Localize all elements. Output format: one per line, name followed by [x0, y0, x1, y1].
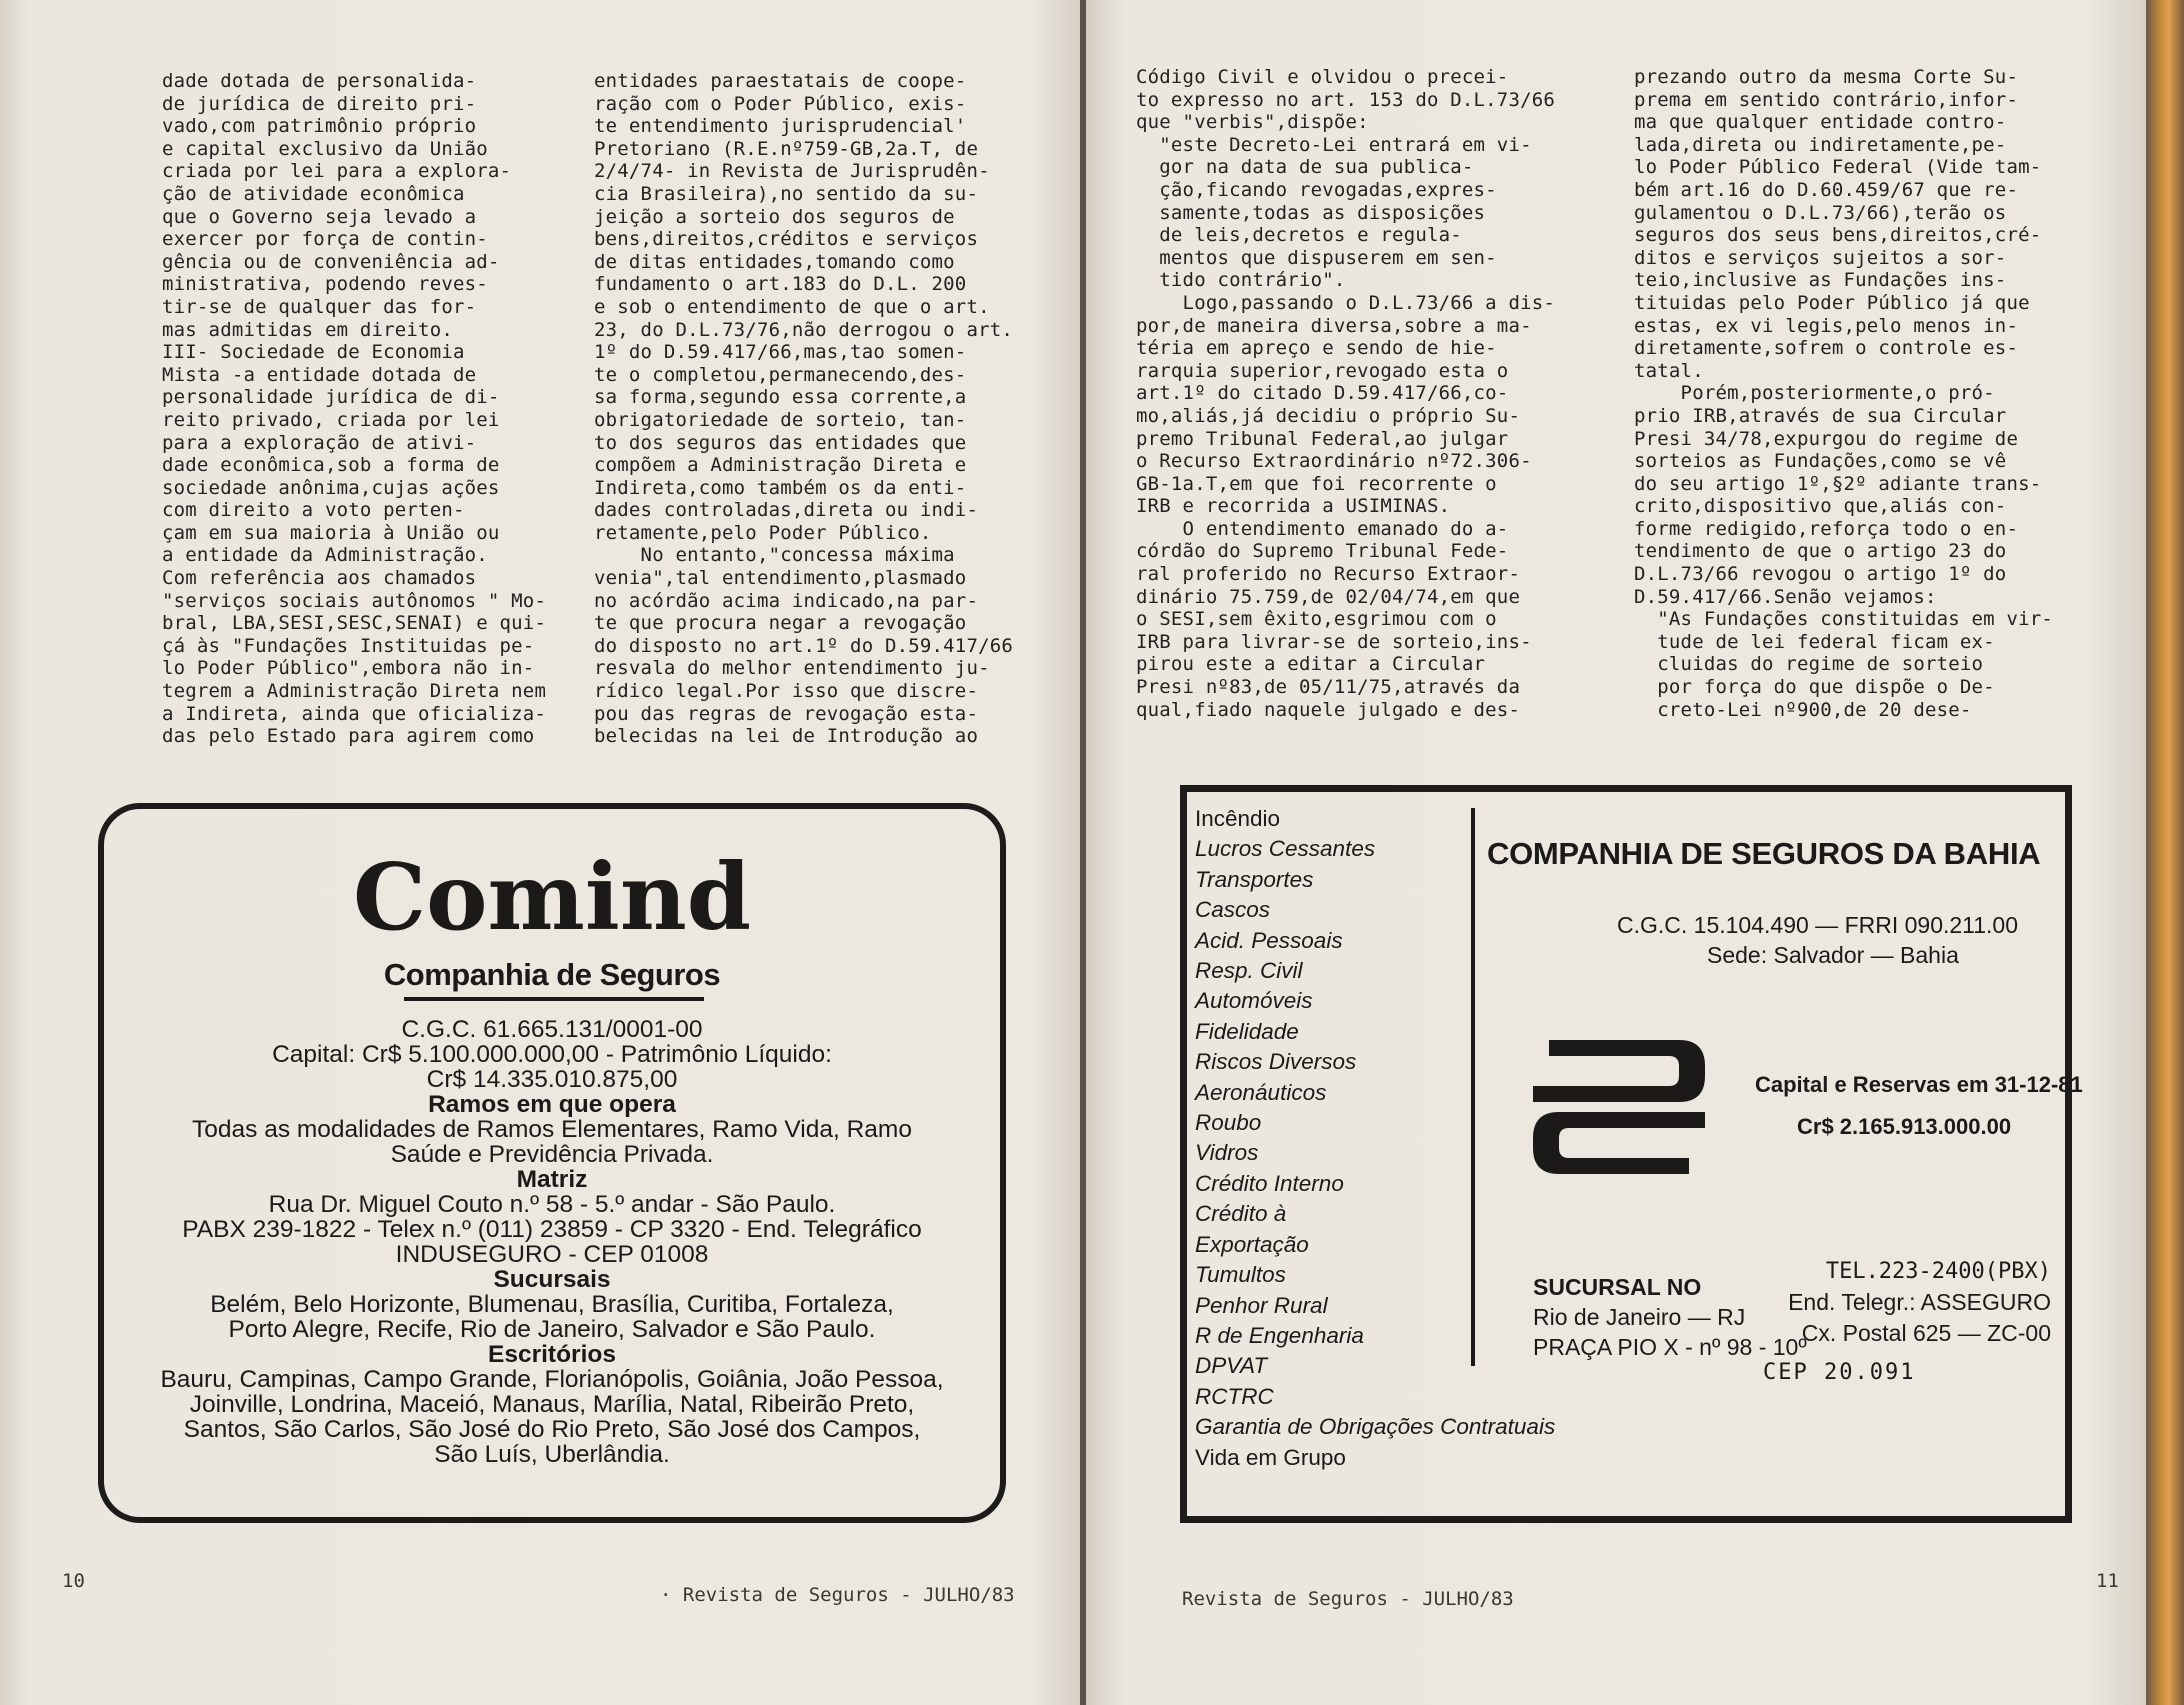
text-line: ção de atividade econômica	[162, 182, 465, 205]
text-line: venia",tal entendimento,plasmado	[594, 567, 967, 590]
text-line: tido contrário".	[1136, 269, 1346, 292]
ad-text-line: Sucursais	[493, 1266, 611, 1293]
text-line: pirou este a editar a Circular	[1136, 653, 1486, 676]
text-line: "serviços sociais autônomos " Mo-	[162, 589, 547, 612]
company-title: COMPANHIA DE SEGUROS DA BAHIA	[1487, 836, 2041, 871]
text-line: bém art.16 do D.60.459/67 que re-	[1634, 178, 2019, 201]
running-footer: · Revista de Seguros - JULHO/83	[660, 1584, 1015, 1606]
text-line: prema em sentido contrário,infor-	[1634, 88, 2019, 111]
text-line: tegrem a Administração Direta nem	[162, 680, 547, 703]
comind-subtitle: Companhia de Seguros	[383, 957, 721, 992]
branch-line: Rio de Janeiro — RJ	[1533, 1304, 1746, 1330]
text-line: 2/4/74- in Revista de Jurisprudên-	[594, 160, 990, 183]
text-line: córdão do Supremo Tribunal Fede-	[1136, 540, 1509, 563]
text-line: e capital exclusivo da União	[162, 137, 488, 160]
business-line-item: Fidelidade	[1195, 1018, 1299, 1044]
text-line: 1º do D.59.417/66,mas,tao somen-	[594, 341, 967, 364]
text-line: teio,inclusive as Fundações ins-	[1634, 269, 2007, 292]
text-line: do seu artigo 1º,§2º adiante trans-	[1634, 472, 2042, 495]
text-line: ral proferido no Recurso Extraor-	[1136, 563, 1521, 586]
text-line: "As Fundações constituidas em vir-	[1634, 608, 2054, 631]
ad-text-line: Matriz	[516, 1166, 588, 1193]
bahia-logo-icon	[1529, 1032, 1709, 1187]
lines-of-business-list	[1195, 804, 1555, 1473]
business-line-item: Penhor Rural	[1195, 1292, 1328, 1318]
branch-line: PRAÇA PIO X - nº 98 - 10º	[1533, 1334, 1807, 1360]
ad-text-line: C.G.C. 61.665.131/0001-00	[401, 1016, 703, 1043]
text-line: lo Poder Público Federal (Vide tam-	[1634, 156, 2042, 179]
text-line: gor na data de sua publica-	[1136, 156, 1474, 179]
text-line: premo Tribunal Federal,ao julgar	[1136, 427, 1509, 450]
text-line: sa forma,segundo essa corrente,a	[594, 386, 967, 409]
text-line: creto-Lei nº900,de 20 dese-	[1634, 698, 1972, 721]
text-line: III- Sociedade de Economia	[162, 341, 465, 364]
text-line: tendimento de que o artigo 23 do	[1634, 540, 2007, 563]
text-line: bral, LBA,SESI,SESC,SENAI) e qui-	[162, 612, 547, 635]
text-line: 23, do D.L.73/76,não derrogou o art.	[594, 318, 1014, 341]
ad-text-line: Cr$ 14.335.010.875,00	[426, 1066, 678, 1093]
text-line: tituidas pelo Poder Público já que	[1634, 291, 2030, 314]
text-line: belecidas na lei de Introdução ao	[594, 725, 979, 748]
text-line: mas admitidas em direito.	[162, 318, 453, 341]
page-number: 10	[62, 1570, 85, 1592]
business-line-item: Roubo	[1195, 1110, 1262, 1136]
business-line-item: Lucros Cessantes	[1195, 836, 1376, 862]
business-line-item: Automóveis	[1195, 988, 1313, 1014]
text-line: seguros dos seus bens,direitos,cré-	[1634, 224, 2042, 247]
text-line: prio IRB,através de sua Circular	[1634, 404, 2007, 427]
text-line: de ditas entidades,tomando como	[594, 250, 955, 273]
text-line: ma que qualquer entidade contro-	[1634, 111, 2007, 134]
capital-label: Capital e Reservas em 31-12-81	[1755, 1072, 2083, 1097]
business-line-item: Acid. Pessoais	[1195, 927, 1343, 953]
text-column-3	[1136, 66, 1555, 721]
business-line-item: Resp. Civil	[1195, 958, 1303, 984]
comind-logo-text: Comind	[352, 843, 752, 951]
text-line: de jurídica de direito pri-	[162, 92, 477, 115]
text-line: para a exploração de ativi-	[162, 431, 477, 454]
text-line: D.L.73/66 revogou o artigo 1º do	[1634, 563, 2007, 586]
right-page	[1086, 0, 2146, 1705]
text-line: ração com o Poder Público, exis-	[594, 92, 967, 115]
text-line: cia Brasileira),no sentido da su-	[594, 182, 979, 205]
text-line: Pretoriano (R.E.nº759-GB,2a.T, de	[594, 137, 979, 160]
text-line: no acórdão acima indicado,na par-	[594, 589, 979, 612]
text-line: dades controladas,direta ou indi-	[594, 499, 979, 522]
text-line: resvala do melhor entendimento ju-	[594, 657, 990, 680]
business-line-item: Incêndio	[1195, 806, 1281, 831]
text-line: dade econômica,sob a forma de	[162, 454, 500, 477]
text-line: çam em sua maioria à União ou	[162, 521, 500, 544]
comind-logo	[104, 843, 1000, 951]
text-line: lo Poder Público",embora não in-	[162, 657, 535, 680]
ad-text-line: São Luís, Uberlândia.	[434, 1441, 670, 1468]
text-line: pou das regras de revogação esta-	[594, 702, 979, 725]
business-line-item: Crédito à	[1195, 1201, 1287, 1227]
left-page	[0, 0, 1083, 1705]
business-line-item: Crédito Interno	[1195, 1170, 1344, 1196]
text-line: gulamentou o D.L.73/66),terão os	[1634, 201, 2007, 224]
text-line: cluidas do regime de sorteio	[1634, 653, 1984, 676]
postal-code: CEP 20.091	[1763, 1360, 1916, 1385]
business-line-item: Cascos	[1195, 897, 1271, 923]
company-cgc: C.G.C. 15.104.490 — FRRI 090.211.00	[1617, 912, 2019, 938]
text-line: te que procura negar a revogação	[594, 612, 967, 635]
ad-text-line: Capital: Cr$ 5.100.000.000,00 - Patrimônio Líquido:	[272, 1041, 832, 1068]
ad-text-line: Todas as modalidades de Ramos Elementares, Ramo Vida, Ramo	[192, 1116, 912, 1143]
ad-text-line: Santos, São Carlos, São José do Rio Preto, São José dos Campos,	[183, 1416, 921, 1443]
text-line: Código Civil e olvidou o precei-	[1136, 66, 1509, 88]
text-line: a entidade da Administração.	[162, 544, 488, 567]
text-line: to dos seguros das entidades que	[594, 431, 967, 454]
text-line: "este Decreto-Lei entrará em vi-	[1136, 133, 1532, 156]
text-line: sociedade anônima,cujas ações	[162, 476, 500, 499]
text-line: to expresso no art. 153 do D.L.73/66	[1136, 88, 1556, 111]
ad-text-line: Escritórios	[488, 1341, 616, 1368]
text-line: Com referência aos chamados	[162, 567, 477, 590]
text-line: lada,direta ou indiretamente,pe-	[1634, 133, 2007, 156]
text-line: Presi 34/78,expurgou do regime de	[1634, 427, 2019, 450]
text-line: tir-se de qualquer das for-	[162, 295, 477, 318]
text-line: criada por lei para a explora-	[162, 160, 512, 183]
business-line-item: Aeronáuticos	[1195, 1079, 1327, 1105]
ad-text-line: Joinville, Londrina, Maceió, Manaus, Marília, Natal, Ribeirão Preto,	[189, 1391, 915, 1418]
branch-address	[1533, 1272, 1807, 1362]
text-line: forme redigido,reforça todo o en-	[1634, 517, 2019, 540]
text-line: te entendimento jurisprudencial'	[594, 115, 967, 138]
text-line: exercer por força de contin-	[162, 228, 488, 251]
text-line: D.59.417/66.Senão vejamos:	[1634, 585, 1937, 608]
text-line: ção,ficando revogadas,expres-	[1136, 178, 1497, 201]
text-line: samente,todas as disposições	[1136, 201, 1486, 224]
text-line: personalidade jurídica de di-	[162, 386, 500, 409]
page-number: 11	[2096, 1570, 2119, 1592]
text-line: compõem a Administração Direta e	[594, 454, 967, 477]
text-line: dinário 75.759,de 02/04/74,em que	[1136, 585, 1521, 608]
text-line: bens,direitos,créditos e serviços	[594, 228, 979, 251]
text-line: do disposto no art.1º do D.59.417/66	[594, 634, 1014, 657]
text-line: mentos que dispuserem em sen-	[1136, 246, 1497, 269]
text-line: obrigatoriedade de sorteio, tan-	[594, 408, 967, 431]
postal-box: Cx. Postal 625 — ZC-00	[1801, 1320, 2051, 1346]
text-line: crito,dispositivo que,aliás con-	[1634, 495, 2007, 518]
text-line: entidades paraestatais de coope-	[594, 70, 967, 92]
text-line: por força do que dispõe o De-	[1634, 676, 1995, 699]
text-line: das pelo Estado para agirem como	[162, 725, 535, 748]
text-line: rídico legal.Por isso que discre-	[594, 680, 979, 703]
ad-text-line: Porto Alegre, Recife, Rio de Janeiro, Salvador e São Paulo.	[228, 1316, 876, 1343]
text-column-1	[162, 70, 546, 748]
ad-text-line: PABX 239-1822 - Telex n.º (011) 23859 - CP 3320 - End. Telegráfico	[182, 1216, 922, 1243]
text-line: que "verbis",dispõe:	[1136, 111, 1369, 134]
text-line: Logo,passando o D.L.73/66 a dis-	[1136, 291, 1556, 314]
bahia-advertisement	[1180, 785, 2083, 1523]
text-line: gência ou de conveniência ad-	[162, 250, 500, 273]
capital-value: Cr$ 2.165.913.000.00	[1797, 1114, 2012, 1139]
text-line: qual,fiado naquele julgado e des-	[1136, 698, 1521, 721]
comind-rule	[404, 997, 704, 1001]
contact-block	[1788, 1256, 2051, 1349]
text-line: o SESI,sem êxito,esgrimou com o	[1136, 608, 1497, 631]
text-line: de leis,decretos e regula-	[1136, 224, 1462, 247]
text-line: IRB para livrar-se de sorteio,ins-	[1136, 630, 1532, 653]
branch-line: SUCURSAL NO	[1533, 1274, 1702, 1300]
text-line: dade dotada de personalida-	[162, 70, 477, 92]
text-line: tude de lei federal ficam ex-	[1634, 630, 1995, 653]
text-column-4	[1634, 66, 2053, 721]
text-line: reito privado, criada por lei	[162, 408, 500, 431]
text-line: jeição a sorteio dos seguros de	[594, 205, 955, 228]
text-line: téria em apreço e sendo de hie-	[1136, 337, 1497, 360]
text-line: Mista -a entidade dotada de	[162, 363, 477, 386]
text-line: retamente,pelo Poder Público.	[594, 521, 932, 544]
text-line: fundamento o art.183 do D.L. 200	[594, 273, 967, 296]
ad-divider	[1471, 808, 1475, 1366]
running-footer: Revista de Seguros - JULHO/83	[1182, 1588, 1514, 1610]
business-line-item: Tumultos	[1195, 1262, 1286, 1288]
text-line: com direito a voto perten-	[162, 499, 465, 522]
business-line-item: R de Engenharia	[1195, 1322, 1364, 1348]
text-line: Indireta,como também os da enti-	[594, 476, 967, 499]
text-line: art.1º do citado D.59.417/66,co-	[1136, 382, 1509, 405]
ad-text-line: Saúde e Previdência Privada.	[390, 1141, 714, 1168]
text-line: rarquia superior,revogado esta o	[1136, 359, 1509, 382]
business-line-item: DPVAT	[1195, 1353, 1268, 1379]
text-line: vado,com patrimônio próprio	[162, 115, 477, 138]
text-line: Porém,posteriormente,o pró-	[1634, 382, 1995, 405]
text-line: o Recurso Extraordinário nº72.306-	[1136, 450, 1532, 473]
text-line: Presi nº83,de 05/11/75,através da	[1136, 676, 1521, 699]
text-line: No entanto,"concessa máxima	[594, 544, 955, 567]
text-line: IRB e recorrida a USIMINAS.	[1136, 495, 1451, 518]
comind-advertisement	[98, 803, 1006, 1523]
business-line-item: Exportação	[1195, 1231, 1309, 1257]
text-line: diretamente,sofrem o controle es-	[1634, 337, 2019, 360]
text-line: tatal.	[1634, 359, 1704, 382]
text-line: que o Governo seja levado a	[162, 205, 477, 228]
text-line: por,de maneira diversa,sobre a ma-	[1136, 314, 1532, 337]
text-line: çá às "Fundações Instituidas pe-	[162, 634, 535, 657]
business-line-item: Transportes	[1195, 866, 1314, 892]
phone-number: TEL.223-2400(PBX)	[1825, 1259, 2051, 1284]
ad-text-line: Rua Dr. Miguel Couto n.º 58 - 5.º andar - São Paulo.	[268, 1191, 836, 1218]
telegraph-address: End. Telegr.: ASSEGURO	[1788, 1289, 2051, 1315]
business-line-item: Vida em Grupo	[1195, 1444, 1346, 1470]
ad-text-line: Belém, Belo Horizonte, Blumenau, Brasília, Curitiba, Fortaleza,	[210, 1291, 894, 1318]
text-line: mo,aliás,já decidiu o próprio Su-	[1136, 404, 1521, 427]
text-line: ministrativa, podendo reves-	[162, 273, 488, 296]
text-line: O entendimento emanado do a-	[1136, 517, 1509, 540]
text-line: estas, ex vi legis,pelo menos in-	[1634, 314, 2019, 337]
text-line: a Indireta, ainda que oficializa-	[162, 702, 547, 725]
business-line-item: Garantia de Obrigações Contratuais	[1195, 1414, 1556, 1440]
text-line: ditos e serviços sujeitos a sor-	[1634, 246, 2007, 269]
business-line-item: Riscos Diversos	[1195, 1049, 1357, 1075]
business-line-item: RCTRC	[1195, 1383, 1274, 1409]
ad-text-line: Ramos em que opera	[428, 1091, 676, 1118]
text-column-2	[594, 70, 1013, 748]
ad-text-line: Bauru, Campinas, Campo Grande, Florianópolis, Goiânia, João Pessoa,	[160, 1366, 944, 1393]
text-line: GB-1a.T,em que foi recorrente o	[1136, 472, 1497, 495]
comind-details	[114, 1017, 990, 1467]
company-seat: Sede: Salvador — Bahia	[1707, 942, 1959, 968]
text-line: sorteios as Fundações,como se vê	[1634, 450, 2007, 473]
page-edge	[2146, 0, 2184, 1705]
text-line: te o completou,permanecendo,des-	[594, 363, 967, 386]
ad-text-line: INDUSEGURO - CEP 01008	[395, 1241, 709, 1268]
text-line: prezando outro da mesma Corte Su-	[1634, 66, 2019, 88]
business-line-item: Vidros	[1195, 1140, 1259, 1166]
text-line: e sob o entendimento de que o art.	[594, 295, 990, 318]
